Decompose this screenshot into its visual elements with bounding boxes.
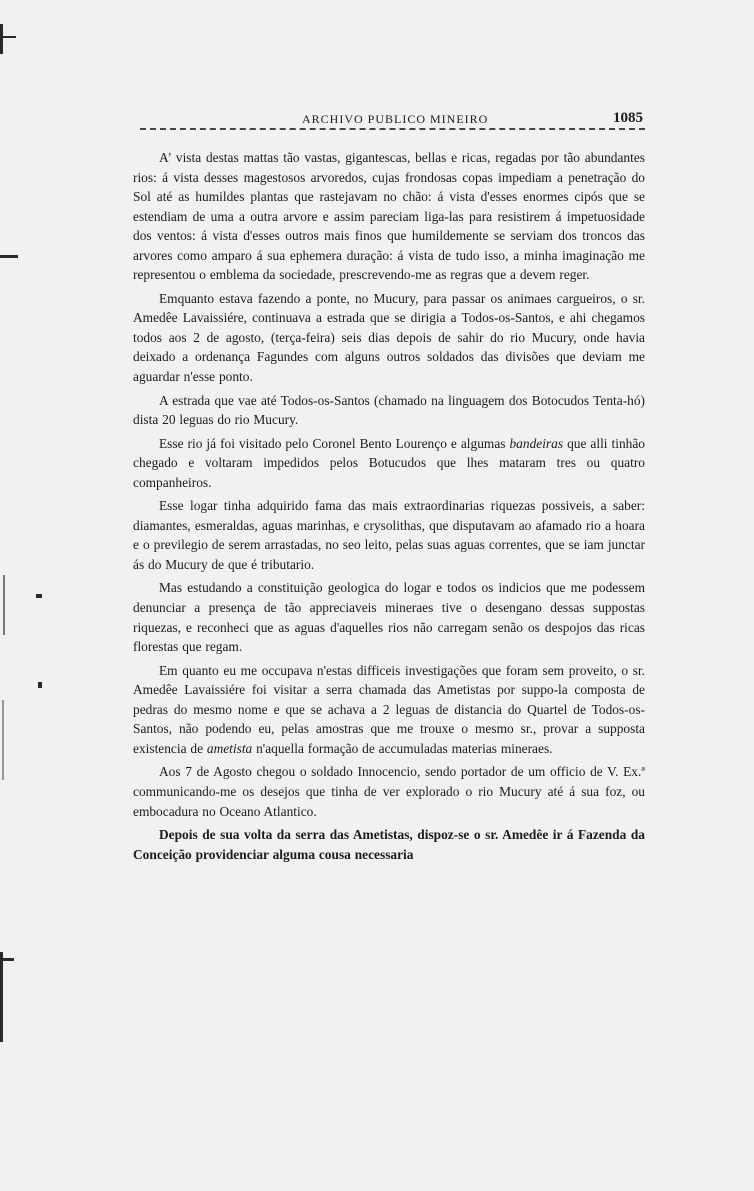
- paragraph: A' vista destas mattas tão vastas, gigantescas, bellas e ricas, regadas por tão abundantes rios: á vista desses magestosos arvoredos, cujas frondosas copas impediam a penetração do Sol até as humildes plantas que rastejavam no chão: á vista d'esses enormes cipós que se estendiam de uma a outra arvore e assim pareciam liga-las para resistirem á impetuosidade dos ventos: á vista d'esses outros mais finos que humildemente se serviam dos troncos das arvores como amparo á sua ephemera duração: á vista de tudo isso, a minha imaginação me representou o emblema da sociedade, prescrevendo-me as regras que a devem reger.: [133, 150, 645, 283]
- italic-term: ametista: [206, 740, 253, 756]
- paragraph: A estrada que vae até Todos-os-Santos (chamado na linguagem dos Botocudos Tenta-hó) dista 20 leguas do rio Mucury.: [133, 392, 645, 428]
- paragraph: [133, 434, 645, 493]
- page-number: 1085: [613, 110, 643, 126]
- italic-term: bandeiras: [509, 435, 564, 451]
- binding-mark: [0, 24, 3, 54]
- binding-mark: [0, 952, 3, 1042]
- paragraph: Emquanto estava fazendo a ponte, no Mucury, para passar os animaes cargueiros, o sr. Amedêe Lavaissiére, continuava a estrada que se dirigia a Todos-os-Santos, e ahi chegamos todos aos 2 de agosto, (terça-feira) seis dias depois de sahir do rio Mucury, onde havia deixado a ordenança Fagundes com alguns outros soldados das divisões que deviam me aguardar n'esse ponto.: [133, 290, 645, 385]
- header-rule: [140, 128, 645, 130]
- paragraph: Mas estudando a constituição geologica do logar e todos os indicios que me podessem denunciar a presença de tão appreciaveis mineraes tive o desengano dessas suppostas riquezas, e reconheci que as aguas d'aquelles rios não carregam senão os despojos das ricas florestas que regam.: [133, 580, 645, 655]
- paragraph-text: Esse rio já foi visitado pelo Coronel Bento Lourenço e algumas: [159, 435, 510, 451]
- binding-mark: [2, 700, 4, 780]
- body-text: [133, 148, 645, 868]
- paragraph-text: Em quanto eu me occupava n'estas difficeis investigações que foram sem proveito, o sr. Amedêe Lavaissiére foi visitar a serra chamada das Ametistas por suppo-la composta de pedras do mesmo nome e que se achava a 2 leguas de distancia do Quartel de Todos-os-Santos, não podendo eu, pelas amostras que me trouxe o mesmo sr., provar a supposta existencia de: [133, 662, 645, 756]
- binding-mark: [0, 36, 16, 38]
- binding-mark: [3, 575, 5, 635]
- paragraph: [133, 661, 645, 759]
- paragraph: Aos 7 de Agosto chegou o soldado Innocencio, sendo portador de um officio de V. Ex.ª communicando-me os desejos que tinha de ver explorado o rio Mucury até á sua foz, ou embocadura no Oceano Atlantico.: [133, 764, 645, 819]
- ink-speck: [38, 682, 42, 688]
- running-head: ARCHIVO PUBLICO MINEIRO: [302, 112, 489, 126]
- paragraph-text: n'aquella formação de accumuladas materias mineraes.: [252, 740, 553, 756]
- paragraph: Depois de sua volta da serra das Ametistas, dispoz-se o sr. Amedêe ir á Fazenda da Conceição providenciar alguma cousa necessaria: [133, 827, 645, 862]
- paragraph: Esse logar tinha adquirido fama das mais extraordinarias riquezas possiveis, a saber: diamantes, esmeraldas, aguas marinhas, e crysolithas, que disputavam ao afamado rio a hoara e o previlegio de serem arrastadas, no seo leito, pelas suas aguas correntes, que se iam junctar ás do Mucury de que é tributario.: [133, 498, 645, 572]
- binding-mark: [0, 958, 14, 961]
- paragraph-text: que alli tinhão chegado e voltaram impedidos pelos Botucudos que lhes mataram tres ou quatro companheiros.: [133, 435, 645, 490]
- ink-speck: [36, 594, 42, 598]
- binding-mark: [0, 255, 18, 258]
